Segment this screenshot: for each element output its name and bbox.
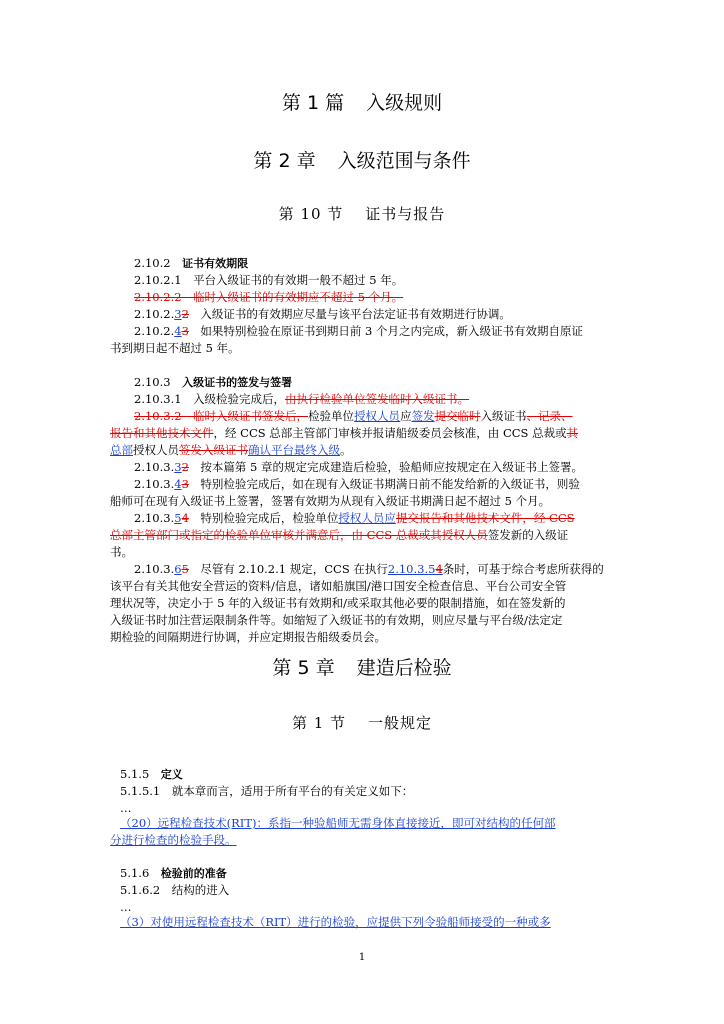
cross-reference-link[interactable]: 2.10.3.54 [387, 562, 443, 576]
paragraph: 2.10.3.54 特别检验完成后，检验单位授权人员应提交报告和其他技术文件，经 CCS [134, 511, 575, 525]
paragraph: 2.10.2.32 入级证书的有效期应尽量与该平台法定证书有效期进行协调。 [134, 307, 511, 321]
ellipsis: … [120, 900, 132, 914]
inserted-paragraph: （3）对使用远程检查技术（RIT）进行的检验，应提供下列令验船师接受的一种或多 [120, 915, 551, 929]
paragraph: 2.10.3.65 尽管有 2.10.2.1 规定，CCS 在执行2.10.3.54条时，可基于综合考虑所获得的 [134, 562, 604, 576]
inserted-definition-continuation: 分进行检查的检验手段。 [110, 833, 237, 847]
paragraph-continuation: 期检验的间隔期进行协调，并应定期报告船级委员会。 [110, 630, 386, 644]
paragraph-continuation: 书到期日起不超过 5 年。 [110, 341, 240, 355]
part-heading: 第 1 篇 入级规则 [281, 92, 443, 114]
subsection-heading: 2.10.2 证书有效期限 [134, 256, 249, 270]
paragraph-continuation: 书。 [110, 545, 133, 559]
paragraph: 5.1.5.1 就本章而言，适用于所有平台的有关定义如下： [120, 784, 414, 798]
paragraph: 2.10.2.43 如果特别检验在原证书到期日前 3 个月之内完成，新入级证书有效期自原证 [134, 324, 584, 338]
subsection-heading: 5.1.5 定义 [120, 767, 183, 781]
paragraph: 5.1.6.2 结构的进入 [120, 883, 230, 897]
paragraph: 2.10.3.32 按本篇第 5 章的规定完成建造后检验，验船师应按规定在入级证书上签署。 [134, 460, 584, 474]
page-number: 1 [358, 952, 366, 963]
inserted-definition: （20）远程检查技术(RIT)：系指一种验船师无需身体直接接近，即可对结构的任何部 [120, 816, 556, 830]
paragraph: 2.10.3.43 特别检验完成后，如在现有入级证书期满日前不能发给新的入级证书，则验 [134, 477, 580, 491]
paragraph-continuation: 报告和其他技术文件，经 CCS 总部主管部门审核并报请船级委员会核准，由 CCS 总裁或其 [110, 426, 579, 440]
paragraph: 2.10.2.1 平台入级证书的有效期一般不超过 5 年。 [134, 273, 404, 287]
paragraph-continuation: 理状况等，决定小于 5 年的入级证书有效期和/或采取其他必要的限制措施，如在签发新的 [110, 596, 566, 610]
paragraph-continuation: 总部授权人员签发入级证书确认平台最终入级。 [110, 443, 352, 457]
subsection-heading: 2.10.3 入级证书的签发与签署 [134, 375, 293, 389]
section-heading: 第 1 节 一般规定 [291, 714, 433, 732]
paragraph-continuation: 入级证书时加注营运限制条件等。如缩短了入级证书的有效期，则应尽量与平台级/法定定 [110, 613, 563, 627]
chapter-heading: 第 2 章 入级范围与条件 [253, 150, 471, 172]
subsection-heading: 5.1.6 检验前的准备 [120, 866, 227, 880]
deleted-paragraph: 2.10.2.2 临时入级证书的有效期应不超过 5 个月。 [134, 290, 404, 304]
paragraph: 2.10.3.1 入级检验完成后，由执行检验单位签发临时入级证书。 [134, 392, 470, 406]
paragraph: 2.10.3.2 临时入级证书签发后，检验单位授权人员应签发提交临时入级证书、记录、 [134, 409, 573, 423]
paragraph-continuation: 总部主管部门或指定的检验单位审核并满意后，由 CCS 总裁或其授权人员签发新的入级证 [110, 528, 569, 542]
chapter-heading: 第 5 章 建造后检验 [272, 657, 452, 679]
paragraph-continuation: 该平台有关其他安全营运的资料/信息，诸如船旗国/港口国安全检查信息、平台公司安全管 [110, 579, 567, 593]
paragraph-continuation: 船师可在现有入级证书上签署，签署有效期为从现有入级证书期满日起不超过 5 个月。 [110, 494, 551, 508]
section-heading: 第 10 节 证书与报告 [278, 205, 446, 223]
ellipsis: … [120, 801, 132, 815]
